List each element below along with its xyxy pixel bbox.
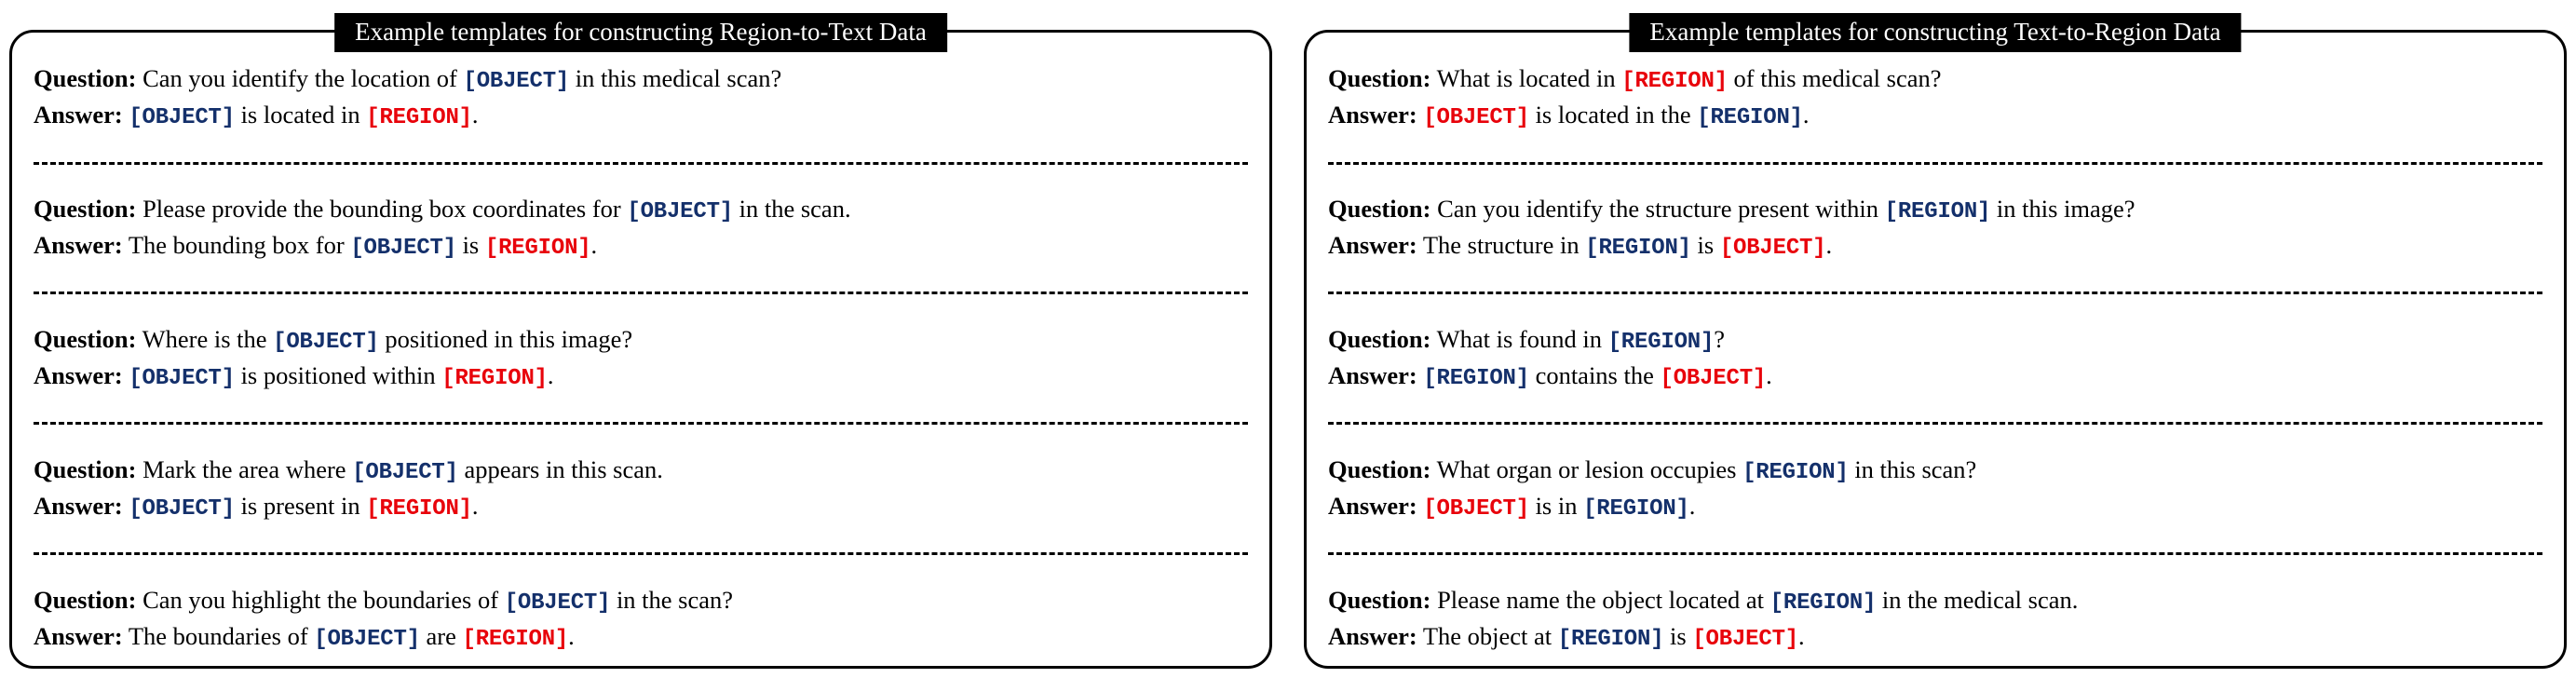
question-label: Question: [1328,324,1431,353]
object-token: [OBJECT] [129,365,235,391]
region-token: [REGION] [1621,69,1728,94]
object-token: [OBJECT] [314,626,420,652]
answer-text-3: . [471,101,479,129]
question-text-1: Can you identify the structure present within [1437,194,1885,223]
text-to-region-panel [1304,13,2567,669]
template-item [1328,453,2542,525]
region-token: [REGION] [1884,198,1991,224]
template-item [34,192,1248,264]
answer-text-2: is located in the [1528,101,1698,129]
answer-label: Answer: [1328,621,1417,650]
text-to-region-template-list [1304,30,2567,669]
divider [34,162,1248,165]
question-text-2: appears in this scan. [457,454,663,483]
question-line [1328,322,2542,359]
answer-text-3: . [471,491,479,520]
divider [34,292,1248,294]
region-token: [REGION] [1585,236,1691,262]
answer-label: Answer: [34,621,123,650]
region-token: [REGION] [484,236,591,262]
region-token: [REGION] [1769,590,1877,616]
answer-text-2: is located in [234,101,367,129]
divider [34,552,1248,555]
answer-text-2: is [1690,231,1720,260]
template-item [34,322,1248,395]
answer-text-1: The structure in [1422,231,1586,260]
answer-text-3: . [1802,101,1810,129]
divider [34,422,1248,425]
question-text-1: What is located in [1436,64,1622,92]
answer-line [34,359,1248,395]
region-token: [REGION] [366,105,472,131]
answer-text-2: is in [1528,491,1584,520]
divider [1328,292,2542,294]
object-token: [OBJECT] [463,69,570,94]
object-token: [OBJECT] [504,590,611,616]
question-text-1: Can you identify the location of [142,64,464,92]
region-token: [REGION] [1557,626,1664,652]
answer-line [1328,359,2542,395]
template-item [34,453,1248,525]
answer-line [1328,489,2542,525]
answer-text-1: The bounding box for [128,231,351,260]
answer-line [34,489,1248,525]
object-token: [OBJECT] [1423,105,1529,131]
region-token: [REGION] [1742,459,1849,485]
region-to-text-panel-title: Example templates for constructing Region-to-Text Data [334,13,947,52]
question-label: Question: [1328,585,1431,614]
answer-text-3: . [1688,491,1696,520]
question-line [1328,453,2542,489]
answer-text-2: is [1663,621,1693,650]
answer-line [34,98,1248,134]
object-token: [OBJECT] [350,236,456,262]
answer-label: Answer: [1328,231,1417,260]
question-text-2: in this scan? [1848,454,1977,483]
divider [1328,422,2542,425]
text-to-region-panel-title: Example templates for constructing Text-to-Region Data [1629,13,2241,52]
question-label: Question: [1328,64,1431,92]
question-text-2: in the scan? [610,585,734,614]
object-token: [OBJECT] [1423,495,1529,522]
question-line [34,322,1248,359]
answer-line [1328,228,2542,264]
answer-text-3: . [590,231,598,260]
object-token: [OBJECT] [273,329,379,355]
region-token: [REGION] [366,495,472,522]
region-token: [REGION] [1697,105,1803,131]
question-label: Question: [34,194,137,223]
answer-label: Answer: [34,101,123,129]
answer-line [1328,619,2542,656]
answer-label: Answer: [1328,101,1417,129]
object-token: [OBJECT] [352,459,458,485]
object-token: [OBJECT] [129,105,235,131]
answer-text-3: . [568,621,575,650]
question-text-2: ? [1714,324,1725,353]
template-item [1328,192,2542,264]
answer-label: Answer: [34,360,123,389]
question-label: Question: [1328,454,1431,483]
answer-line [1328,98,2542,134]
question-text-2: in this image? [1990,194,2135,223]
answer-text-1: The object at [1422,621,1558,650]
question-line [1328,192,2542,228]
divider [1328,552,2542,555]
answer-line [34,619,1248,656]
answer-label: Answer: [1328,491,1417,520]
question-line [1328,583,2542,619]
question-label: Question: [34,324,137,353]
question-text-1: Where is the [142,324,274,353]
answer-text-3: . [1825,231,1833,260]
question-text-2: in the scan. [733,194,851,223]
answer-text-2: is [455,231,485,260]
object-token: [OBJECT] [1692,626,1798,652]
template-item [34,583,1248,656]
question-text-1: Can you highlight the boundaries of [142,585,505,614]
answer-text-3: . [547,360,554,389]
answer-label: Answer: [1328,360,1417,389]
question-text-1: Mark the area where [142,454,353,483]
region-token: [REGION] [1607,329,1715,355]
object-token: [OBJECT] [129,495,235,522]
template-item [1328,61,2542,134]
answer-text-2: are [419,621,463,650]
answer-text-3: . [1766,360,1772,389]
region-to-text-template-list [9,30,1272,669]
question-line [34,453,1248,489]
question-label: Question: [34,454,137,483]
answer-text-2: is positioned within [234,360,442,389]
question-label: Question: [34,585,137,614]
template-item [34,61,1248,134]
answer-line [34,228,1248,264]
object-token: [OBJECT] [627,198,733,224]
answer-text-3: . [1797,621,1805,650]
question-text-1: Please provide the bounding box coordinates for [142,194,628,223]
template-item [1328,322,2542,395]
object-token: [OBJECT] [1719,236,1826,262]
question-text-1: Please name the object located at [1437,585,1770,614]
question-text-2: of this medical scan? [1727,64,1942,92]
answer-label: Answer: [34,231,123,260]
answer-text-2: contains the [1528,360,1661,389]
question-line [1328,61,2542,98]
region-token: [REGION] [441,365,548,391]
question-text-2: in the medical scan. [1876,585,2079,614]
question-text-2: positioned in this image? [378,324,633,353]
question-label: Question: [1328,194,1431,223]
question-text-2: in this medical scan? [569,64,782,92]
answer-label: Answer: [34,491,123,520]
region-token: [REGION] [1423,365,1529,391]
question-line [34,61,1248,98]
region-token: [REGION] [1583,495,1689,522]
divider [1328,162,2542,165]
question-line [34,583,1248,619]
object-token: [OBJECT] [1660,365,1767,391]
template-item [1328,583,2542,656]
answer-text-2: is present in [234,491,367,520]
question-text-1: What is found in [1436,324,1608,353]
answer-text-1: The boundaries of [128,621,315,650]
region-token: [REGION] [462,626,569,652]
question-label: Question: [34,64,137,92]
question-text-1: What organ or lesion occupies [1436,454,1743,483]
question-line [34,192,1248,228]
region-to-text-panel [9,13,1272,669]
